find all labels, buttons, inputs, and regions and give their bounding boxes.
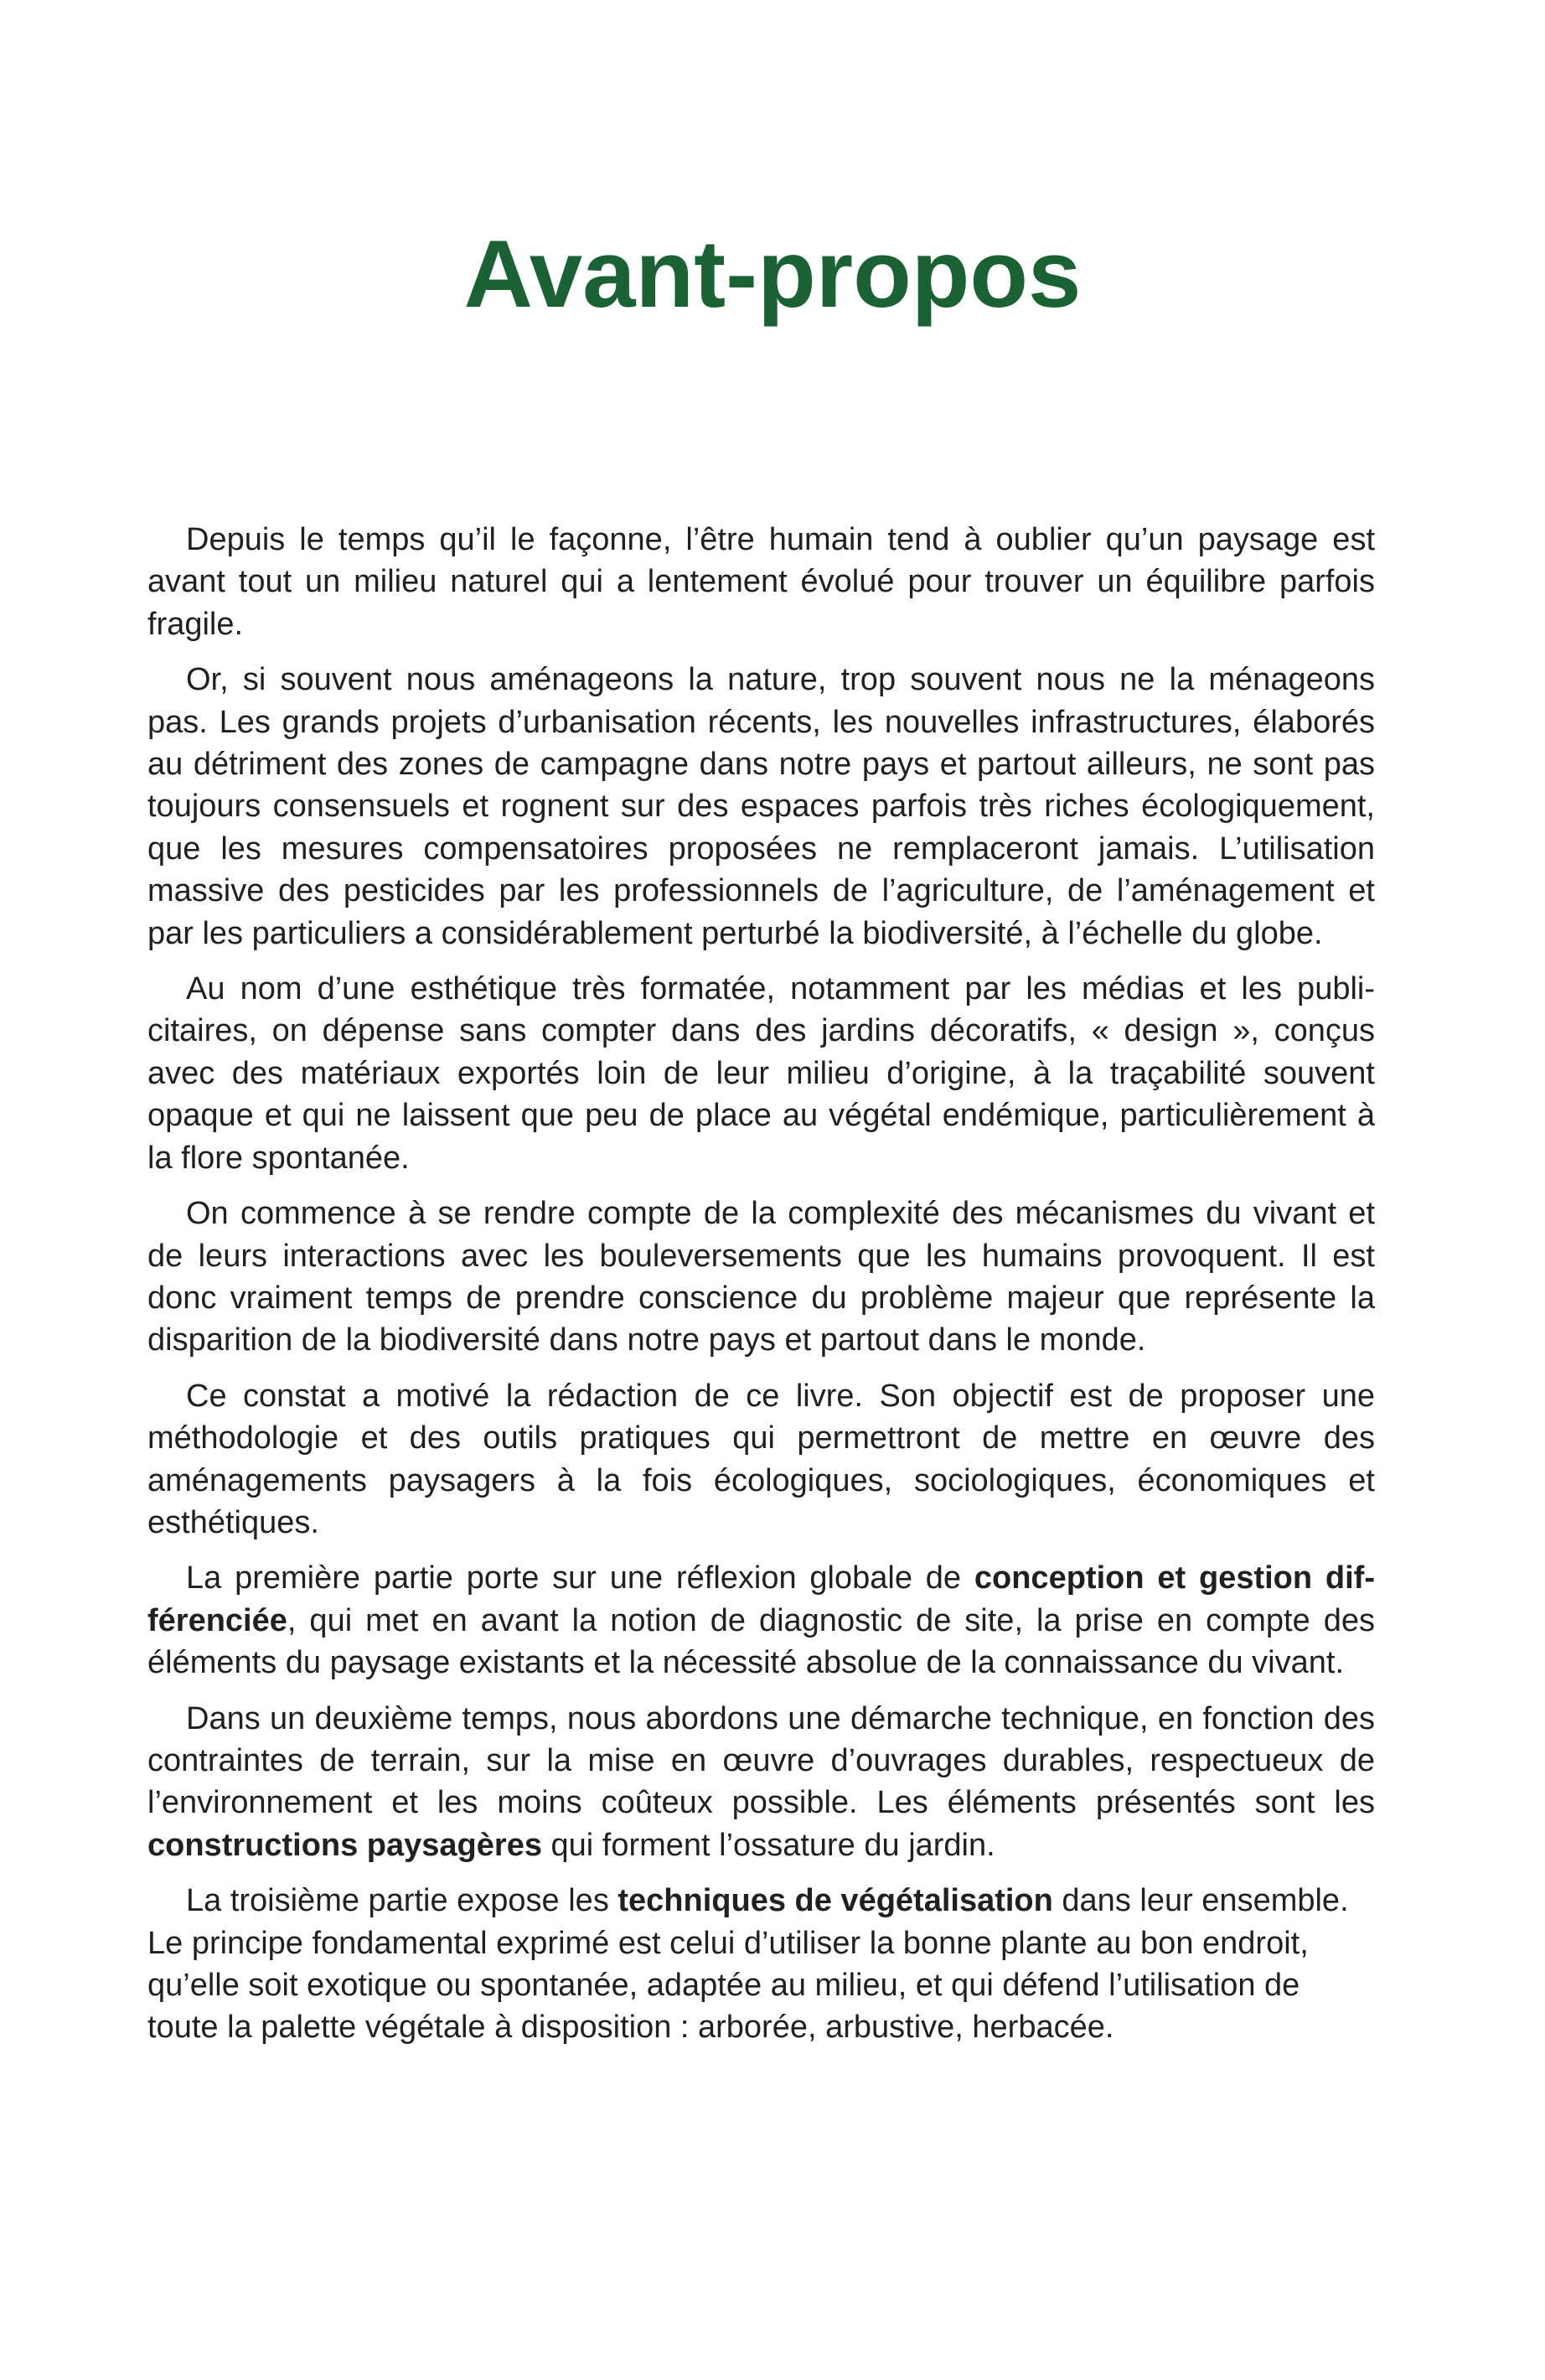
page-title: Avant-propos	[463, 221, 1082, 328]
text-run: , qui met en avant la notion de diagnostic de site, la prise en compte des éléments du paysage existants et la nécessité absolue de la connaissance du vivant.	[147, 1602, 1375, 1681]
paragraph	[147, 659, 1375, 955]
body-text	[147, 519, 1375, 2062]
bold-phrase: techniques de végétalisation	[617, 1883, 1053, 1919]
text-run: dans leur ensemble. Le principe fondamental exprimé est celui d’utiliser la bonne plante au bon endroit, qu’elle soit exotique ou spontanée, adaptée au milieu, et qui défend l’utilisation de toute la palette végétale à disposition : arborée, arbustive, herbacée.	[147, 1883, 1349, 2046]
text-run: Dans un deuxième temps, nous abordons une démarche technique, en fonction des contraintes de terrain, sur la mise en œuvre d’ouvrages durables, respectueux de l’environnement et les moins coûteux possible. Les éléments présentés sont les	[147, 1700, 1375, 1821]
text-run: La première partie porte sur une réflexion globale de	[186, 1560, 974, 1596]
paragraph	[147, 1557, 1375, 1684]
paragraph	[147, 1880, 1375, 2049]
bold-phrase: constructions paysagères	[147, 1827, 542, 1863]
text-run: Or, si souvent nous aménageons la nature, trop souvent nous ne la ménageons pas. Les grands projets d’urbanisation récents, les nouvelles infrastructures, élaborés au détriment des zones de campagne dans notre pays et partout ailleurs, ne sont pas toujours consensuels et rognent sur des espaces parfois très riches écologiquement, que les mesures compensatoires proposées ne remplaceront jamais. L’utilisation massive des pesticides par les professionnels de l’agriculture, de l’aménagement et par les particuliers a considérablement perturbé la biodiversité, à l’échelle du globe.	[147, 662, 1375, 951]
text-run: qui forment l’ossature du jardin.	[541, 1827, 995, 1863]
text-run: Au nom d’une esthétique très formatée, notamment par les médias et les publicitaires, on dépense sans compter dans des jardins décoratifs, « design », conçus avec des matériaux exportés loin de leur milieu d’origine, à la traçabilité souvent opaque et qui ne laissent que peu de place au végétal endémique, particulièrement à la flore spontanée.	[147, 971, 1375, 1176]
text-run: On commence à se rendre compte de la complexité des mécanismes du vivant et de leurs interactions avec les bouleversements que les humains provoquent. Il est donc vraiment temps de prendre conscience du problème majeur que représente la disparition de la biodiversité dans notre pays et partout dans le monde.	[147, 1196, 1375, 1358]
paragraph	[147, 1193, 1375, 1362]
bold-phrase: conception et gestion différenciée	[147, 1560, 1375, 1638]
text-run: La troisième partie expose les	[186, 1883, 618, 1919]
paragraph	[147, 519, 1375, 645]
text-run: Depuis le temps qu’il le façonne, l’être humain tend à oublier qu’un paysage est avant tout un milieu naturel qui a lentement évolué pour trouver un équilibre parfois fragile.	[147, 522, 1375, 642]
paragraph	[147, 1375, 1375, 1544]
text-run: Ce constat a motivé la rédaction de ce livre. Son objectif est de proposer une méthodologie et des outils pratiques qui permettront de mettre en œuvre des aménagements paysagers à la fois écologiques, sociologiques, économiques et esthétiques.	[147, 1378, 1375, 1540]
paragraph	[147, 968, 1375, 1179]
paragraph	[147, 1698, 1375, 1867]
